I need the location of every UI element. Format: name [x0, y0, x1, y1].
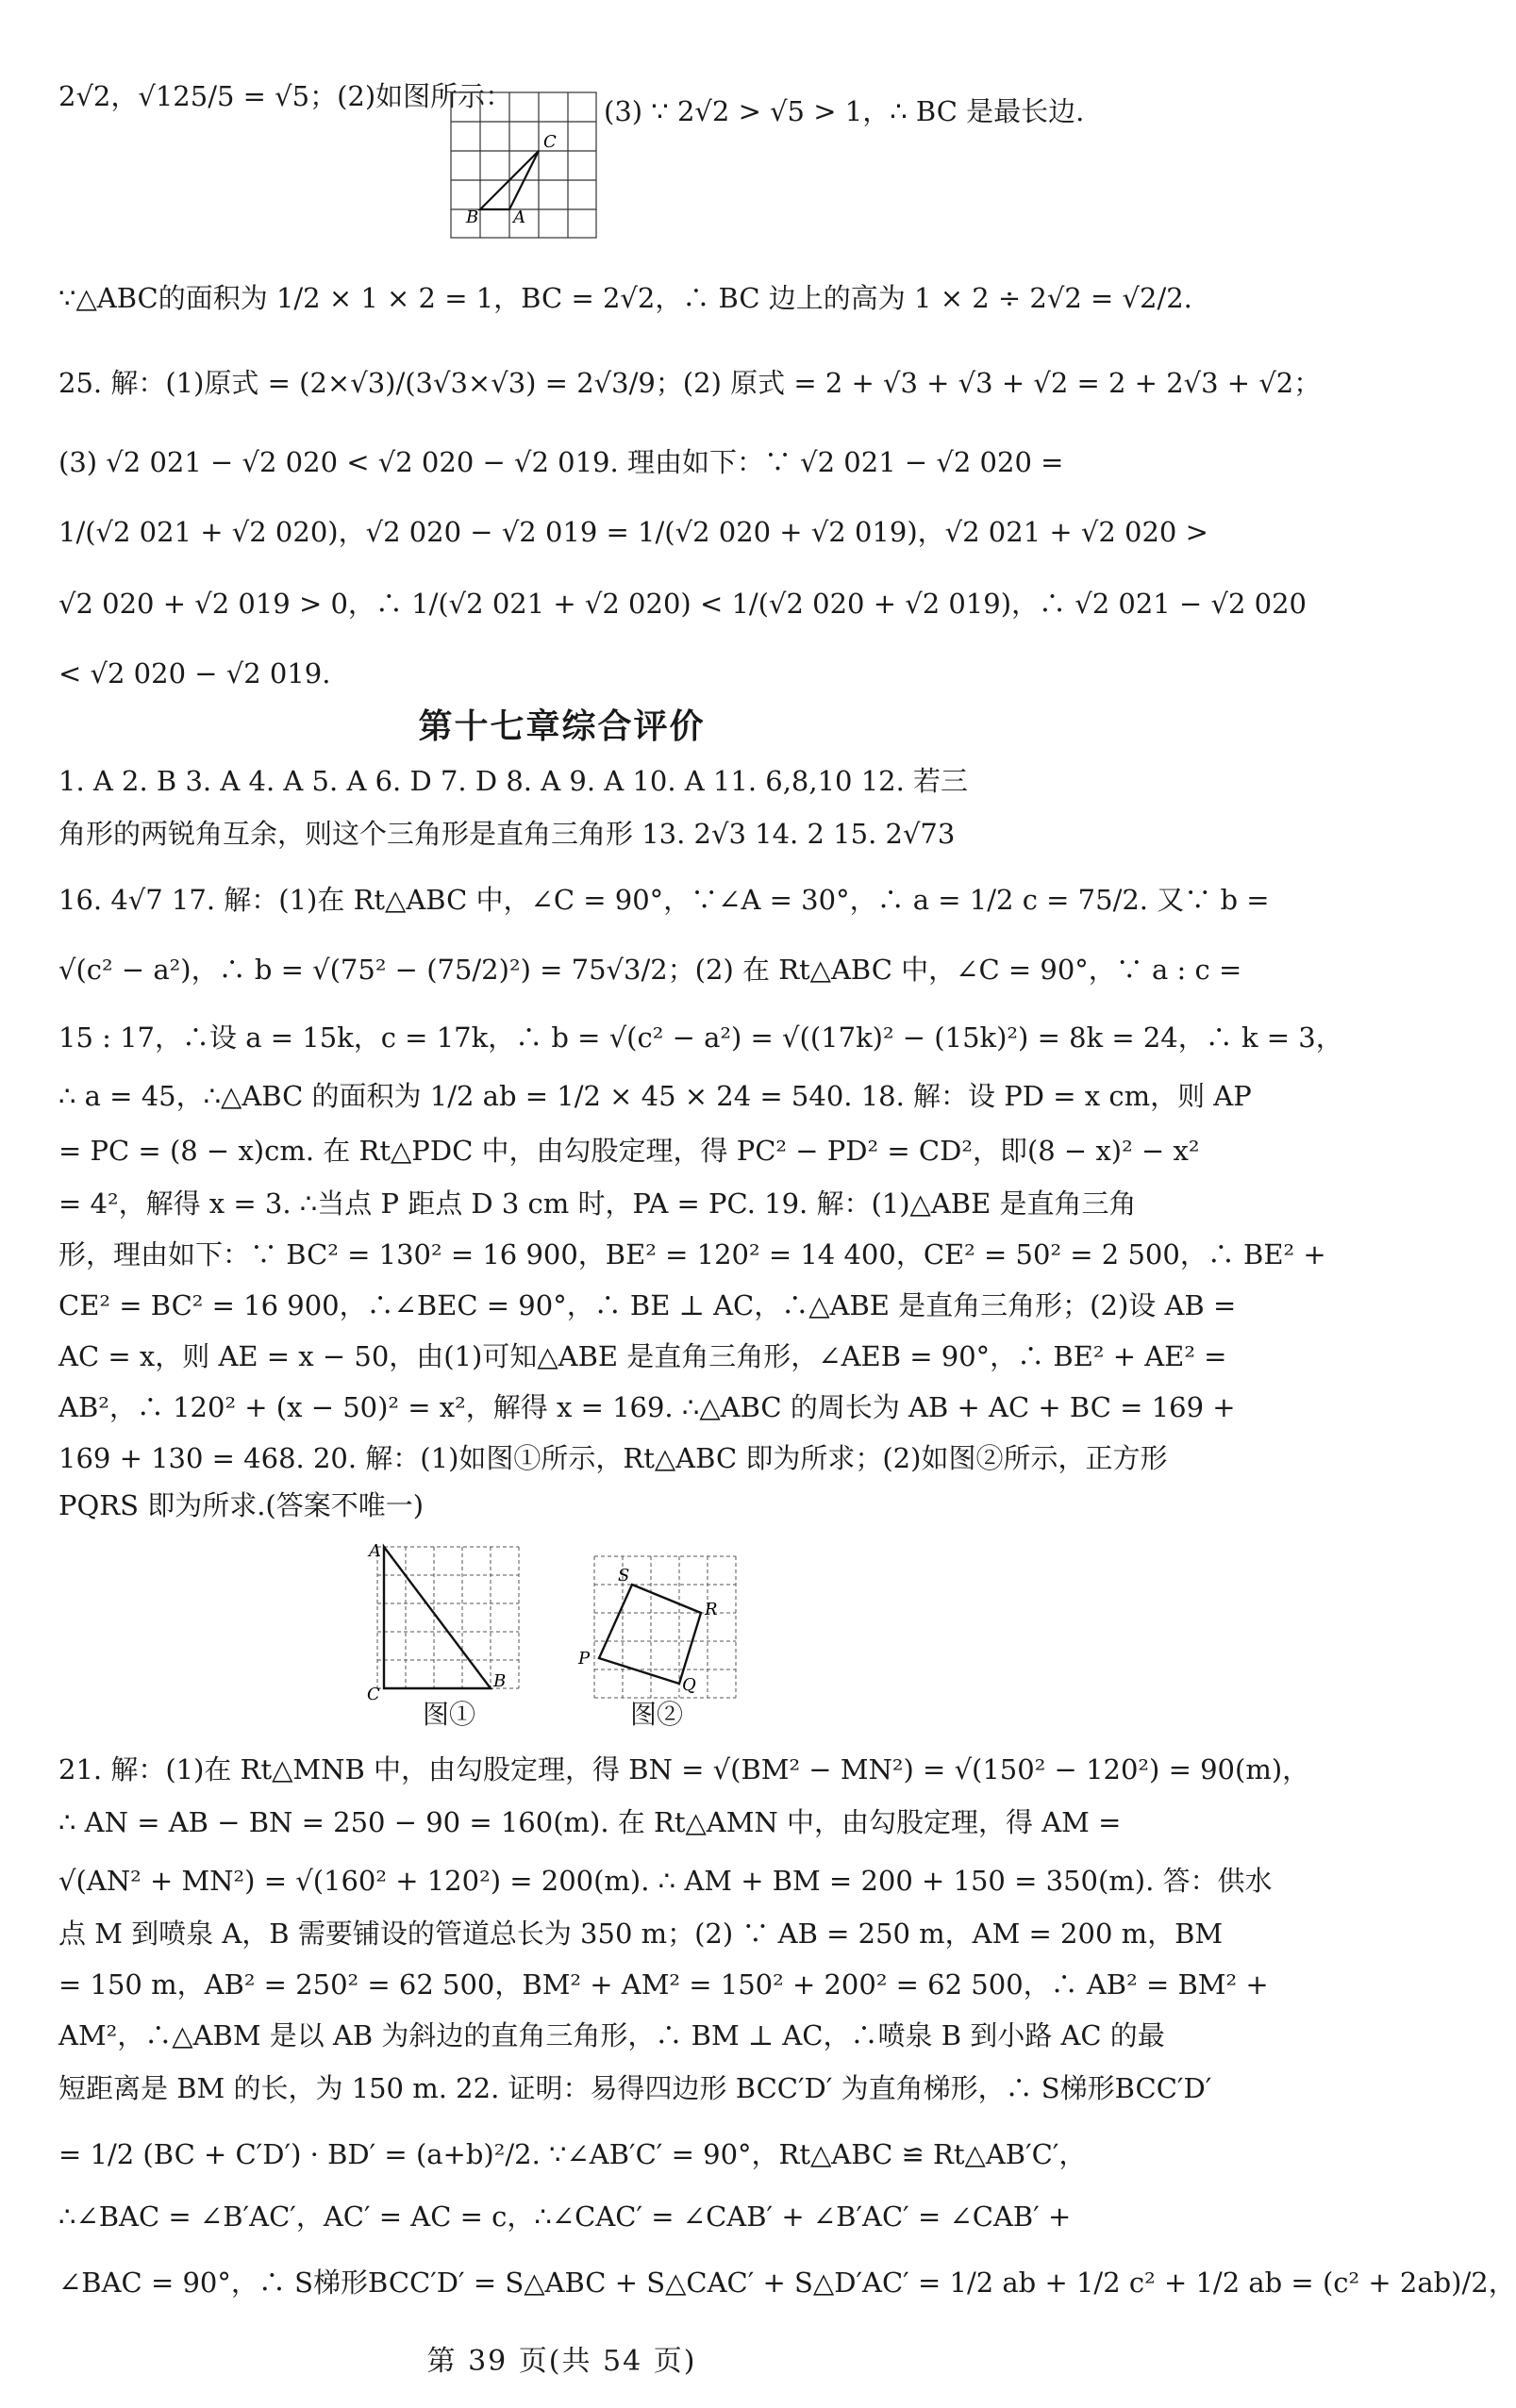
- text-line: √2 020 + √2 019 > 0，∴ 1/(√2 021 + √2 020) < 1/(√2 020 + √2 019)，∴ √2 021 − √2 020: [58, 588, 1307, 620]
- figure-1-caption: 图①: [423, 1699, 476, 1730]
- text-line: ∠BAC = 90°，∴ S梯形BCC′D′ = S△ABC + S△CAC′ + S△D′AC′ = 1/2 ab + 1/2 c² + 1/2 ab = (c² + 2ab)/2，: [58, 2267, 1516, 2299]
- figure-2-caption: 图②: [630, 1699, 684, 1730]
- text-line: 16. 4√7 17. 解：(1)在 Rt△ABC 中，∠C = 90°，∵∠A = 30°，∴ a = 1/2 c = 75/2. 又∵ b =: [58, 884, 1270, 916]
- fig3-label: P: [578, 1649, 591, 1669]
- fig1-label: B: [466, 208, 479, 227]
- text-line: = 150 m，AB² = 250² = 62 500，BM² + AM² = 150² + 200² = 62 500，∴ AB² = BM² +: [58, 1968, 1269, 2001]
- text-line: 15 : 17，∴设 a = 15k，c = 17k，∴ b = √(c² − a²) = √((17k)² − (15k)²) = 8k = 24，∴ k = 3，: [58, 1021, 1343, 1054]
- text-line: 1/(√2 021 + √2 020)，√2 020 − √2 019 = 1/(√2 020 + √2 019)，√2 021 + √2 020 >: [58, 516, 1208, 548]
- text-line: AM²，∴△ABM 是以 AB 为斜边的直角三角形，∴ BM ⊥ AC，∴喷泉 B 到小路 AC 的最: [58, 2019, 1165, 2051]
- text-line: ∵△ABC的面积为 1/2 × 1 × 2 = 1，BC = 2√2，∴ BC 边上的高为 1 × 2 ÷ 2√2 = √2/2.: [58, 282, 1192, 314]
- text-line: ∴∠BAC = ∠B′AC′，AC′ = AC = c，∴∠CAC′ = ∠CAB′ + ∠B′AC′ = ∠CAB′ +: [58, 2200, 1072, 2233]
- text-line: (3) ∵ 2√2 > √5 > 1，∴ BC 是最长边.: [604, 95, 1085, 127]
- text-line: = PC = (8 − x)cm. 在 Rt△PDC 中，由勾股定理，得 PC² − PD² = CD²，即(8 − x)² − x²: [58, 1135, 1200, 1167]
- text-line: 21. 解：(1)在 Rt△MNB 中，由勾股定理，得 BN = √(BM² − MN²) = √(150² − 120²) = 90(m)，: [58, 1753, 1310, 1785]
- text-line: CE² = BC² = 16 900，∴∠BEC = 90°，∴ BE ⊥ AC，∴△ABE 是直角三角形；(2)设 AB =: [58, 1289, 1237, 1321]
- figure-1-right-triangle: [363, 1537, 533, 1717]
- fig2-label: B: [493, 1671, 507, 1691]
- text-line: 1. A 2. B 3. A 4. A 5. A 6. D 7. D 8. A 9. A 10. A 11. 6,8,10 12. 若三: [58, 765, 969, 797]
- fig1-label: A: [513, 208, 525, 227]
- fig2-label: C: [367, 1685, 380, 1704]
- text-line: √(AN² + MN²) = √(160² + 120²) = 200(m). ∴ AM + BM = 200 + 150 = 350(m). 答：供水: [58, 1865, 1273, 1897]
- text-line: 角形的两锐角互余，则这个三角形是直角三角形 13. 2√3 14. 2 15. 2√73: [58, 818, 956, 850]
- text-line: √(c² − a²)，∴ b = √(75² − (75/2)²) = 75√3/2；(2) 在 Rt△ABC 中，∠C = 90°，∵ a : c =: [58, 954, 1242, 986]
- fig3-label: R: [705, 1600, 718, 1619]
- text-line: 形，理由如下：∵ BC² = 130² = 16 900，BE² = 120² = 14 400，CE² = 50² = 2 500，∴ BE² +: [58, 1238, 1326, 1270]
- text-line: < √2 020 − √2 019.: [58, 657, 331, 689]
- grid-triangle-figure: [449, 91, 598, 241]
- text-line: = 4²，解得 x = 3. ∴当点 P 距点 D 3 cm 时，PA = PC. 19. 解：(1)△ABE 是直角三角: [58, 1187, 1137, 1220]
- figure-2-square: [571, 1547, 741, 1717]
- text-line: ∴ a = 45，∴△ABC 的面积为 1/2 ab = 1/2 × 45 × 24 = 540. 18. 解：设 PD = x cm，则 AP: [58, 1080, 1252, 1112]
- text-line: ∴ AN = AB − BN = 250 − 90 = 160(m). 在 Rt△AMN 中，由勾股定理，得 AM =: [58, 1806, 1122, 1838]
- text-line: AC = x，则 AE = x − 50，由(1)可知△ABE 是直角三角形，∠AEB = 90°，∴ BE² + AE² =: [58, 1340, 1227, 1372]
- text-line: AB²，∴ 120² + (x − 50)² = x²，解得 x = 169. ∴△ABC 的周长为 AB + AC + BC = 169 +: [58, 1391, 1236, 1423]
- chapter-title: 第十七章综合评价: [418, 707, 706, 746]
- text-line: 169 + 130 = 468. 20. 解：(1)如图①所示，Rt△ABC 即为所求；(2)如图②所示，正方形: [58, 1442, 1168, 1474]
- fig3-label: S: [618, 1566, 630, 1586]
- fig2-label: A: [369, 1541, 381, 1561]
- text-line: = 1/2 (BC + C′D′) · BD′ = (a+b)²/2. ∵∠AB′C′ = 90°，Rt△ABC ≌ Rt△AB′C′，: [58, 2138, 1087, 2170]
- text-line: 短距离是 BM 的长，为 150 m. 22. 证明：易得四边形 BCC′D′ 为直角梯形，∴ S梯形BCC′D′: [58, 2072, 1212, 2104]
- text-line: PQRS 即为所求.(答案不唯一): [58, 1489, 425, 1521]
- page-footer: 第 39 页(共 54 页): [426, 2345, 697, 2378]
- text-line: (3) √2 021 − √2 020 < √2 020 − √2 019. 理由如下：∵ √2 021 − √2 020 =: [58, 446, 1064, 478]
- text-line: 点 M 到喷泉 A，B 需要铺设的管道总长为 350 m；(2) ∵ AB = 250 m，AM = 200 m，BM: [58, 1918, 1224, 1950]
- fig3-label: Q: [682, 1675, 696, 1695]
- text-line: 25. 解：(1)原式 = (2×√3)/(3√3×√3) = 2√3/9；(2) 原式 = 2 + √3 + √3 + √2 = 2 + 2√3 + √2；: [58, 367, 1322, 399]
- text-line: 2√2，√125/5 = √5；(2)如图所示：: [58, 80, 513, 112]
- fig1-label: C: [543, 132, 557, 152]
